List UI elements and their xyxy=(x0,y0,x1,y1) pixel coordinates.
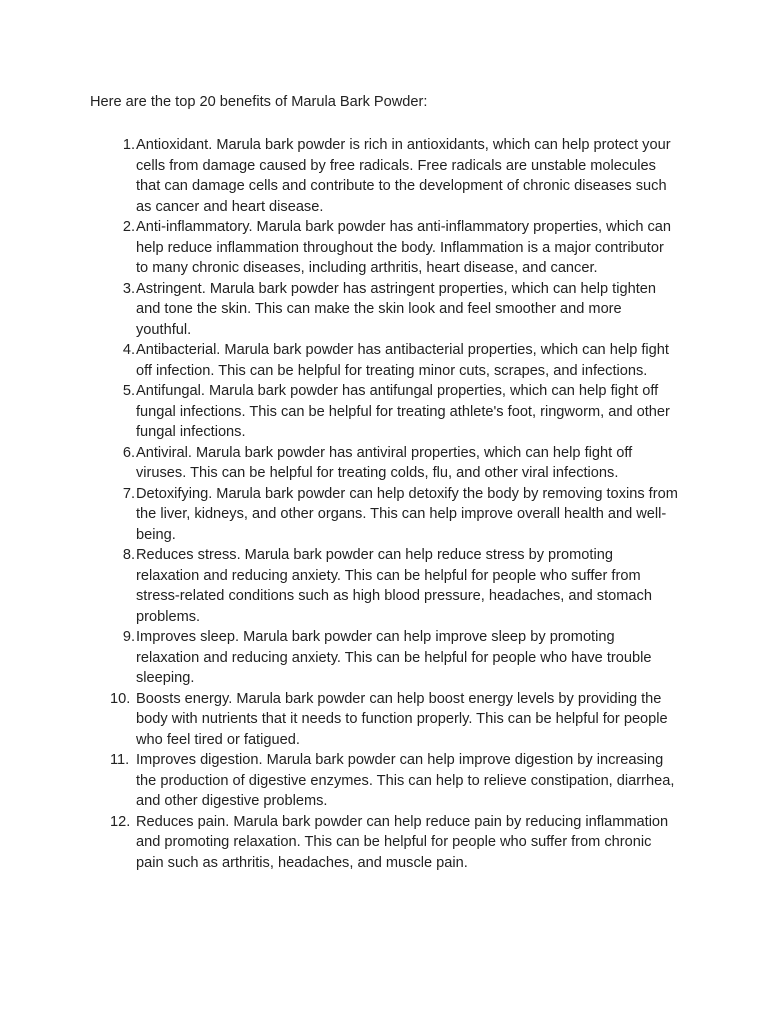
benefit-text: Detoxifying. Marula bark powder can help detoxify the body by removing toxins from the liver, kidneys, and other organs. This can help improve overall health and well-being. xyxy=(136,485,678,543)
benefit-number: 12. xyxy=(110,813,131,830)
benefit-number: 7. xyxy=(122,485,135,502)
benefit-number: 4. xyxy=(122,342,135,358)
benefit-text: Improves sleep. Marula bark powder can help improve sleep by promoting relaxation and reducing anxiety. This can be helpful for people who have trouble sleeping. xyxy=(136,629,652,686)
benefit-item xyxy=(90,484,680,546)
benefit-item xyxy=(90,689,680,751)
benefit-item xyxy=(90,545,680,627)
benefit-number: 10. xyxy=(110,690,131,707)
benefits-list xyxy=(90,135,680,873)
benefit-text: Antifungal. Marula bark powder has antifungal properties, which can help fight off fungal infections. This can be helpful for treating athlete's foot, ringworm, and other fungal infections. xyxy=(136,383,670,440)
benefit-number: 5. xyxy=(122,383,135,399)
benefit-text: Boosts energy. Marula bark powder can help boost energy levels by providing the body with nutrients that it needs to function properly. This can be helpful for people who feel tired or fatigued. xyxy=(136,690,668,748)
benefit-text: Antibacterial. Marula bark powder has antibacterial properties, which can help fight off infection. This can be helpful for treating minor cuts, scrapes, and infections. xyxy=(136,342,669,379)
benefit-number: 3. xyxy=(122,280,135,297)
benefit-item xyxy=(90,135,680,217)
benefit-item xyxy=(90,217,680,279)
benefit-item xyxy=(90,627,680,689)
benefit-text: Reduces stress. Marula bark powder can help reduce stress by promoting relaxation and reducing anxiety. This can be helpful for people who suffer from stress-related conditions such as high blood pressure, headaches, and stomach problems. xyxy=(136,547,652,625)
benefit-item xyxy=(90,381,680,443)
benefit-item xyxy=(90,812,680,874)
benefit-item xyxy=(90,340,680,381)
benefit-number: 1. xyxy=(122,137,135,153)
benefit-text: Astringent. Marula bark powder has astringent properties, which can help tighten and tone the skin. This can make the skin look and feel smoother and more youthful. xyxy=(136,280,656,338)
benefit-text: Antioxidant. Marula bark powder is rich in antioxidants, which can help protect your cells from damage caused by free radicals. Free radicals are unstable molecules that can damage cells and contribute to the development of chronic diseases such as cancer and heart disease. xyxy=(136,137,671,215)
benefit-text: Improves digestion. Marula bark powder can help improve digestion by increasing the production of digestive enzymes. This can help to relieve constipation, diarrhea, and other digestive problems. xyxy=(136,752,675,809)
benefit-item xyxy=(90,443,680,484)
benefit-text: Anti-inflammatory. Marula bark powder has anti-inflammatory properties, which can help reduce inflammation throughout the body. Inflammation is a major contributor to many chronic diseases, including arthritis, heart disease, and cancer. xyxy=(136,219,672,276)
benefit-item xyxy=(90,750,680,812)
benefit-number: 8. xyxy=(122,547,135,563)
benefit-number: 9. xyxy=(122,629,135,645)
benefit-text: Antiviral. Marula bark powder has antiviral properties, which can help fight off viruses. This can be helpful for treating colds, flu, and other viral infections. xyxy=(136,444,633,481)
benefit-number: 6. xyxy=(122,444,135,461)
benefit-number: 2. xyxy=(122,219,135,235)
benefit-text: Reduces pain. Marula bark powder can help reduce pain by reducing inflammation and promoting relaxation. This can be helpful for people who suffer from chronic pain such as arthritis, headaches, and muscle pain. xyxy=(136,813,669,871)
benefit-number: 11. xyxy=(110,752,130,768)
intro-text: Here are the top 20 benefits of Marula Bark Powder: xyxy=(90,94,428,110)
benefit-item xyxy=(90,279,680,341)
